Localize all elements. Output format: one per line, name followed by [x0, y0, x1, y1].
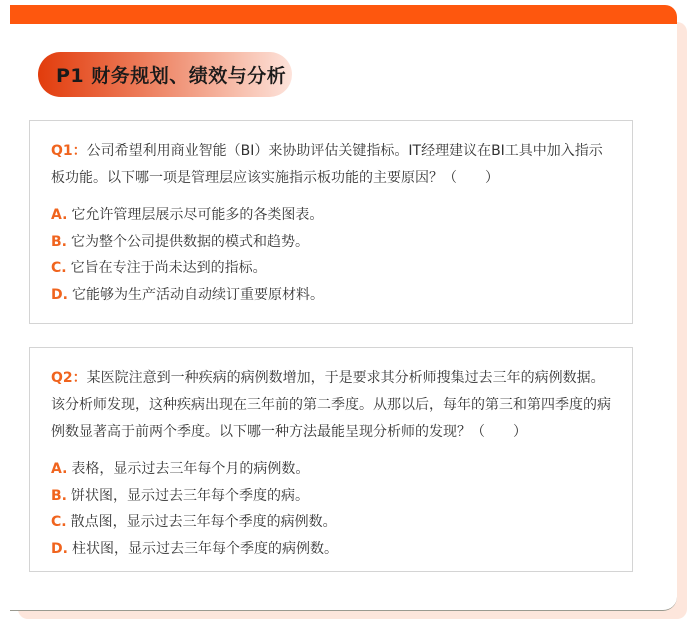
section-title-badge: [38, 52, 292, 97]
option-d[interactable]: [51, 536, 614, 563]
option-letter: A.: [51, 461, 68, 477]
option-a[interactable]: [51, 456, 614, 483]
option-d[interactable]: [51, 282, 614, 309]
option-letter: C.: [51, 514, 67, 530]
question-text: 某医院注意到一种疾病的病例数增加，于是要求其分析师搜集过去三年的病例数据。该分析师发现，这种疾病出现在三年前的第二季度。从那以后，每年的第三和第四季度的病例数显著高于前两个季度。以下哪一种方法最能呈现分析师的发现？（ ）: [51, 370, 611, 440]
question-label: Q2：: [51, 370, 87, 386]
option-letter: D.: [51, 286, 68, 303]
option-list: [51, 202, 614, 308]
option-letter: D.: [51, 540, 68, 557]
question-text: 公司希望利用商业智能（BI）来协助评估关键指标。IT经理建议在BI工具中加入指示板功能。以下哪一项是管理层应该实施指示板功能的主要原因？（ ）: [51, 143, 603, 186]
option-letter: B.: [51, 487, 67, 504]
option-list: [51, 456, 614, 562]
option-letter: C.: [51, 260, 67, 276]
option-b[interactable]: [51, 229, 614, 256]
question-stem: [51, 365, 614, 446]
option-text: 它旨在专注于尚未达到的指标。: [70, 260, 267, 276]
option-c[interactable]: [51, 255, 614, 282]
option-a[interactable]: [51, 202, 614, 229]
question-label: Q1：: [51, 143, 87, 159]
option-b[interactable]: [51, 483, 614, 510]
option-c[interactable]: [51, 509, 614, 536]
option-text: 柱状图，显示过去三年每个季度的病例数。: [71, 540, 338, 557]
option-text: 它为整个公司提供数据的模式和趋势。: [71, 233, 309, 250]
option-letter: A.: [51, 207, 68, 223]
question-box-2: [29, 347, 633, 572]
option-text: 它允许管理层展示尽可能多的各类图表。: [71, 207, 324, 223]
option-text: 散点图，显示过去三年每个季度的病例数。: [70, 514, 337, 530]
option-letter: B.: [51, 233, 67, 250]
question-stem: [51, 138, 614, 192]
question-box-1: [29, 120, 633, 324]
option-text: 饼状图，显示过去三年每个季度的病。: [71, 487, 309, 504]
option-text: 表格，显示过去三年每个月的病例数。: [71, 461, 310, 477]
option-text: 它能够为生产活动自动续订重要原材料。: [71, 286, 324, 303]
section-title: P1 财务规划、绩效与分析: [56, 65, 287, 87]
top-accent-bar: [10, 5, 677, 24]
